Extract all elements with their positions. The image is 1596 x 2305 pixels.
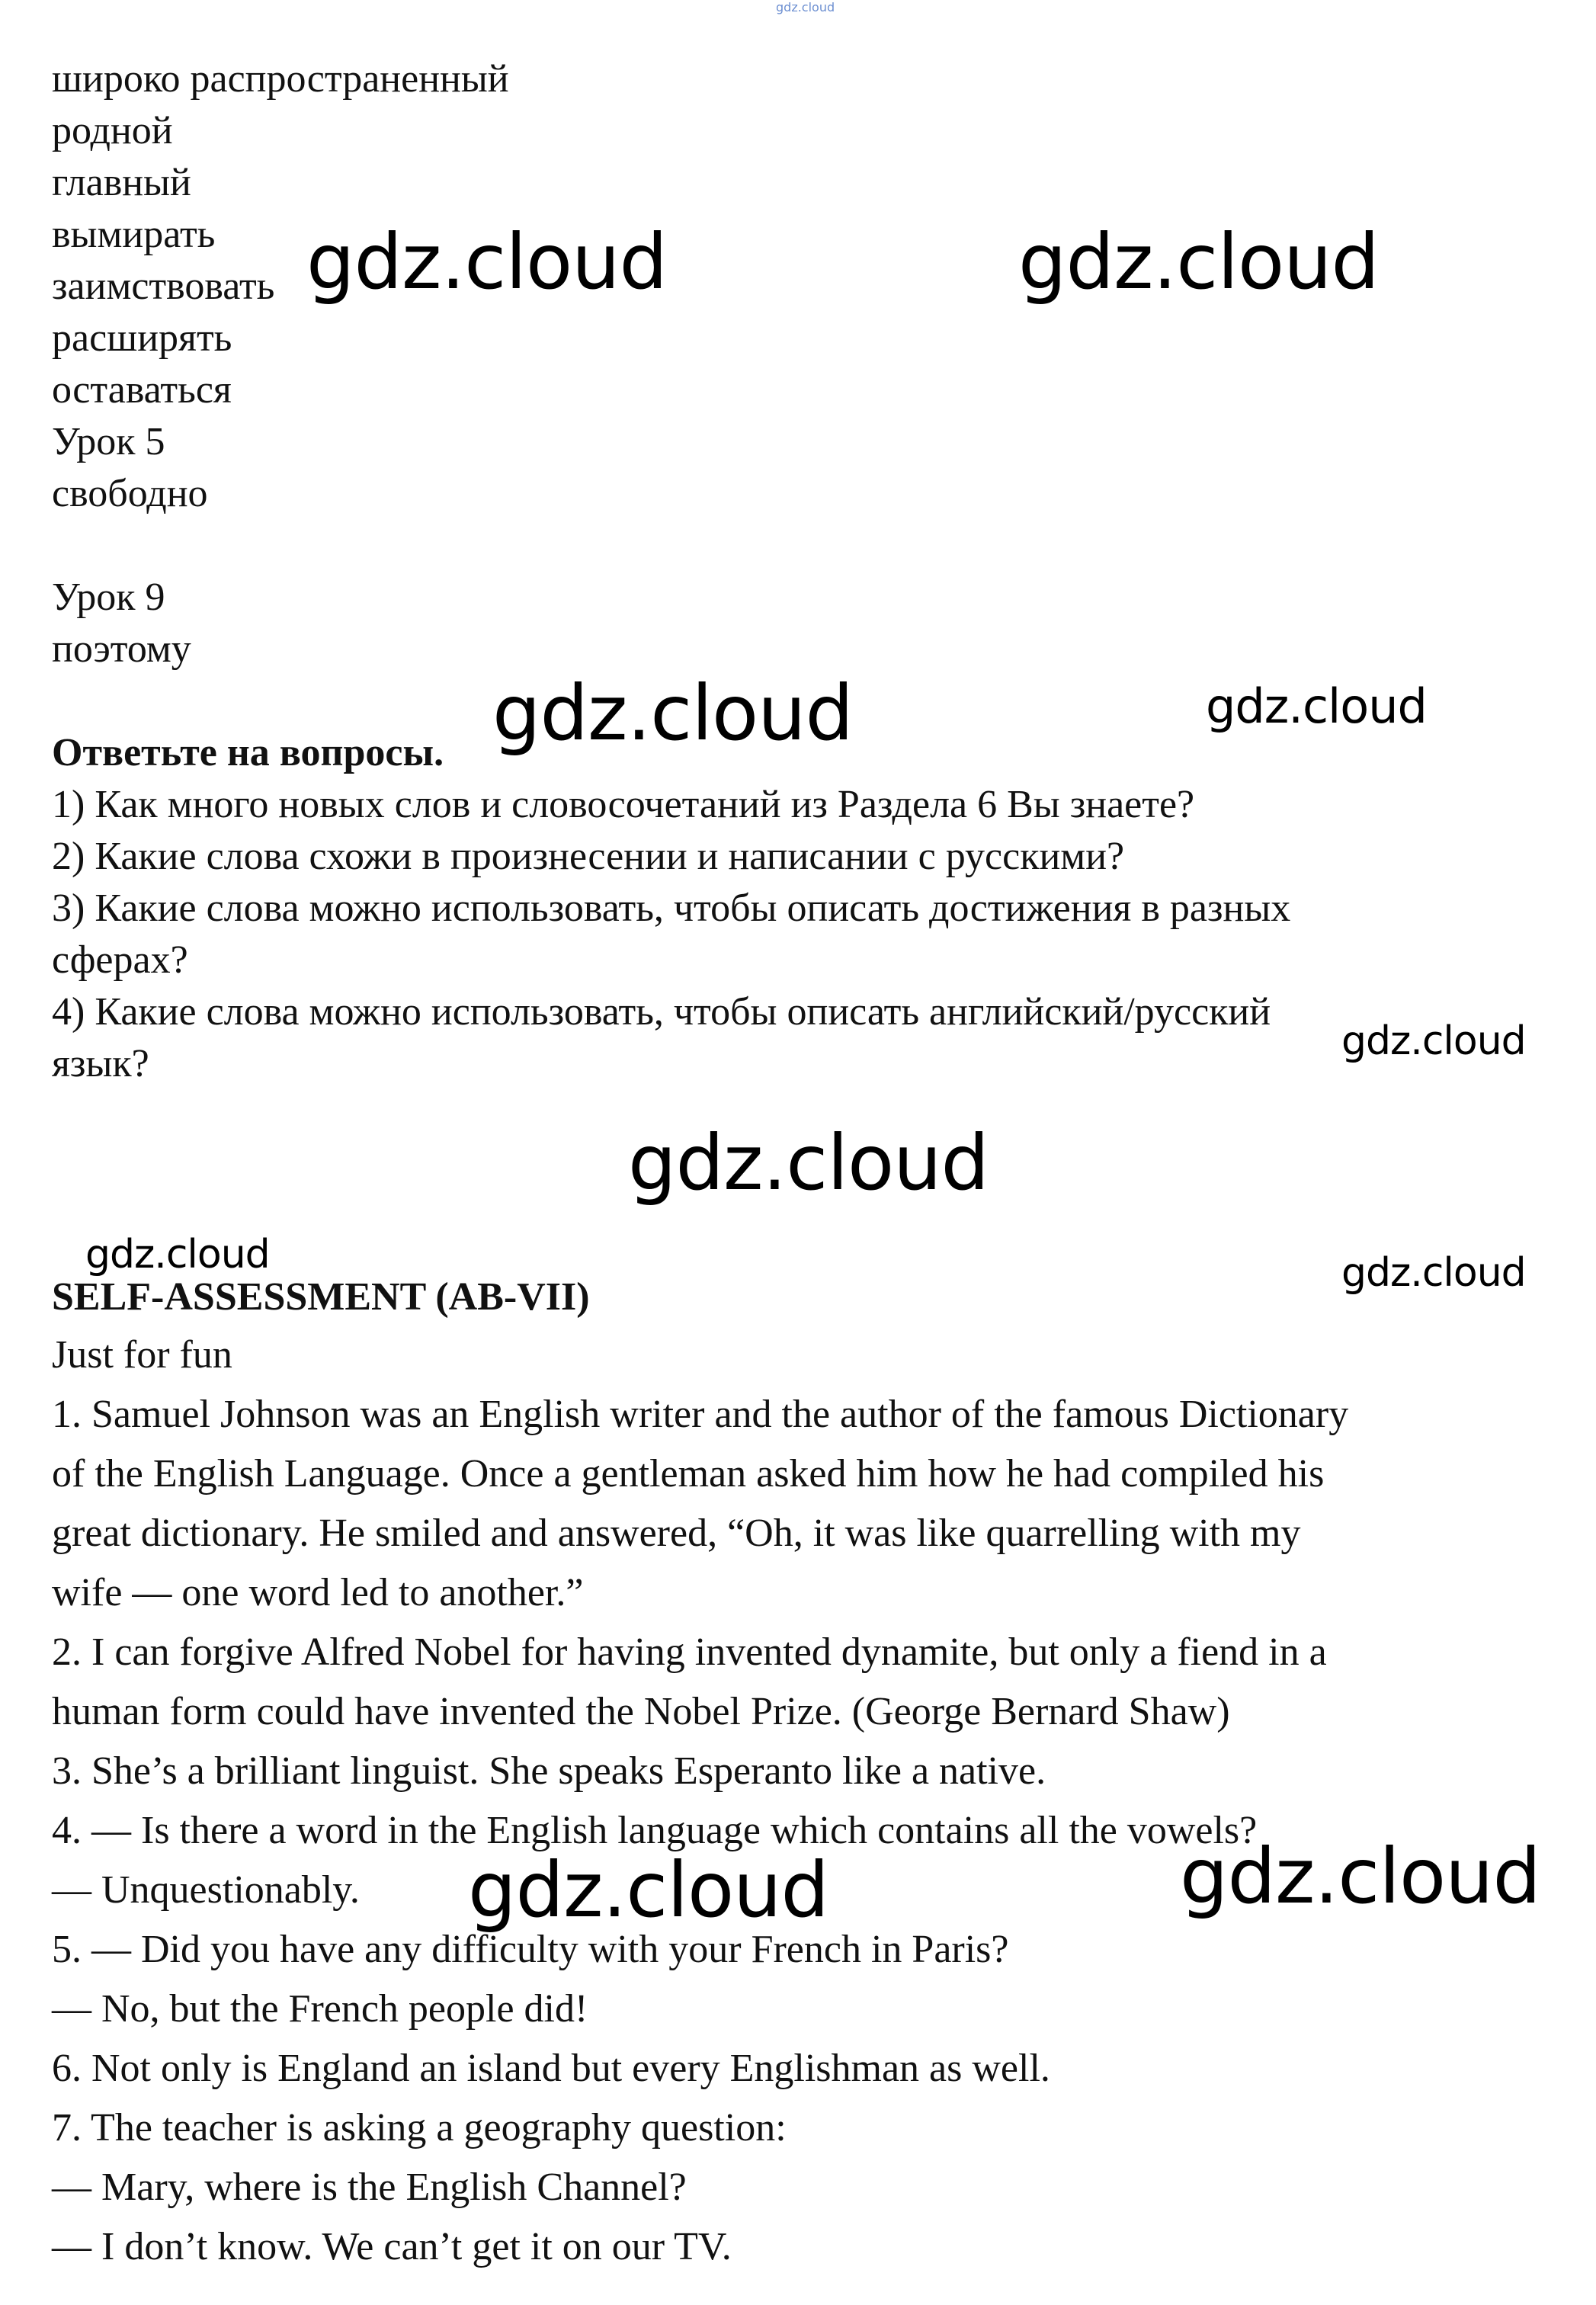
watermark: gdz.cloud [1180,1832,1541,1921]
joke-line: wife — one word led to another.” [52,1571,584,1614]
question-line: 1) Как много новых слов и словосочетаний из Раздела 6 Вы знаете? [52,783,1195,826]
vocab-item: вымирать [52,213,216,256]
self-assessment-subheading: Just for fun [52,1333,232,1377]
vocab-item: расширять [52,316,232,360]
joke-line: 3. She’s a brilliant linguist. She speaks Esperanto like a native. [52,1749,1046,1793]
vocab-item: заимствовать [52,264,275,308]
watermark: gdz.cloud [306,217,668,306]
lesson-label: Урок 9 [52,575,165,619]
watermark-top-tiny: gdz.cloud [776,0,835,14]
lesson-label: Урок 5 [52,420,165,463]
watermark: gdz.cloud [1341,1250,1526,1296]
self-assessment-heading: SELF-ASSESSMENT (AB-VII) [52,1275,590,1319]
watermark: gdz.cloud [492,668,854,758]
watermark: gdz.cloud [468,1845,829,1935]
vocab-item: свободно [52,472,208,515]
joke-line: great dictionary. He smiled and answered, “Oh, it was like quarrelling with my [52,1512,1301,1555]
vocab-item: оставаться [52,368,232,412]
joke-line: — Mary, where is the English Channel? [52,2166,687,2209]
joke-line: of the English Language. Once a gentleman asked him how he had compiled his [52,1452,1325,1496]
vocab-item: поэтому [52,627,191,671]
question-line: язык? [52,1042,149,1085]
vocab-item: главный [52,161,191,204]
joke-line: 5. — Did you have any difficulty with your French in Paris? [52,1928,1009,1971]
question-line: сферах? [52,938,188,982]
joke-line: — Unquestionably. [52,1868,360,1912]
joke-line: 4. — Is there a word in the English language which contains all the vowels? [52,1809,1258,1852]
watermark: gdz.cloud [1206,678,1427,734]
joke-line: 6. Not only is England an island but every Englishman as well. [52,2047,1050,2090]
joke-line: 2. I can forgive Alfred Nobel for having invented dynamite, but only a fiend in a [52,1630,1327,1674]
joke-line: 7. The teacher is asking a geography question: [52,2106,787,2150]
joke-line: human form could have invented the Nobel Prize. (George Bernard Shaw) [52,1690,1230,1733]
joke-line: 1. Samuel Johnson was an English writer and the author of the famous Dictionary [52,1393,1349,1436]
watermark: gdz.cloud [1018,217,1380,306]
watermark: gdz.cloud [85,1232,270,1278]
question-line: 3) Какие слова можно использовать, чтобы описать достижения в разных [52,886,1291,930]
question-line: 2) Какие слова схожи в произнесении и написании с русскими? [52,835,1125,878]
vocab-item: широко распространенный [52,57,509,101]
question-line: 4) Какие слова можно использовать, чтобы описать английский/русский [52,990,1271,1034]
joke-line: — No, but the French people did! [52,1987,588,2031]
joke-line: — I don’t know. We can’t get it on our TV. [52,2225,732,2268]
watermark: gdz.cloud [628,1118,989,1207]
vocab-item: родной [52,109,173,152]
watermark: gdz.cloud [1341,1018,1526,1064]
questions-heading: Ответьте на вопросы. [52,731,444,774]
